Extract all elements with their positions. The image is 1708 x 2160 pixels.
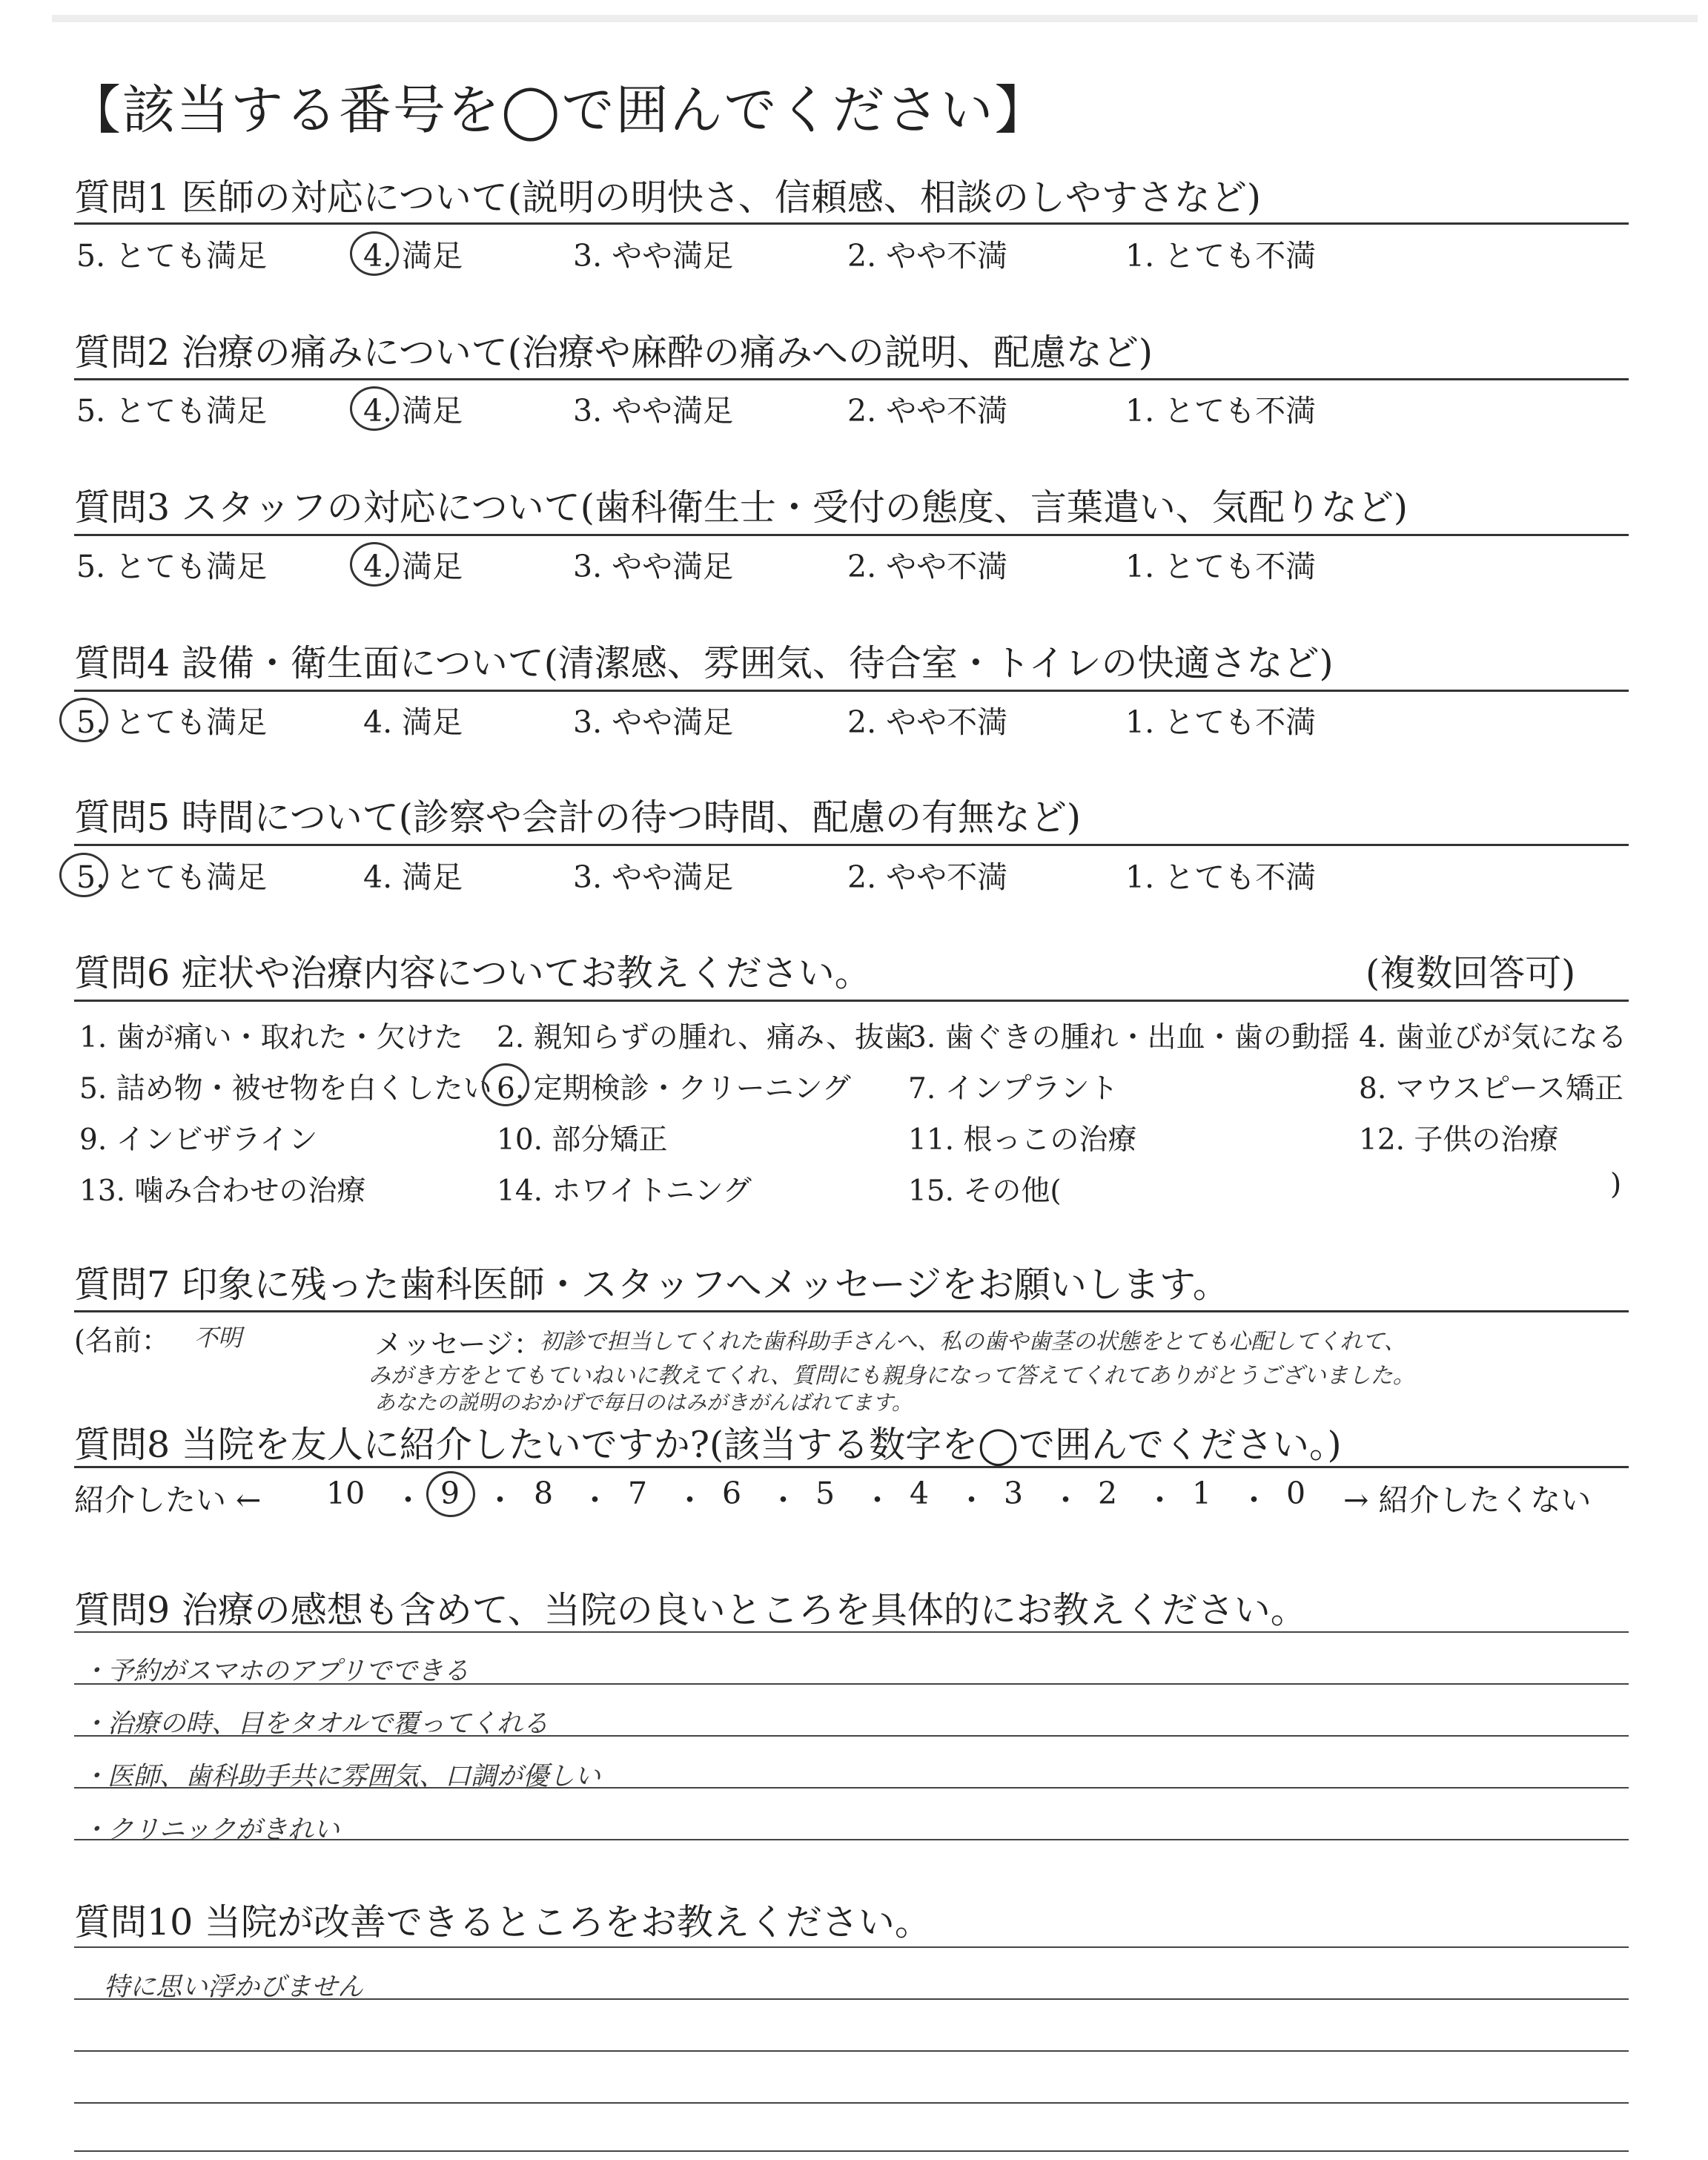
page-title: 【該当する番号を◯で囲んでください】 — [68, 79, 1049, 141]
selection-circle — [350, 231, 399, 276]
question-label: 質問7 印象に残った歯科医師・スタッフへメッセージをお願いします。 — [74, 1264, 1229, 1306]
question-rule — [74, 534, 1629, 536]
question-label: 質問2 治療の痛みについて(治療や麻酔の痛みへの説明、配慮など) — [74, 331, 1153, 374]
symptom-option-7[interactable]: 7. インプラント — [908, 1072, 1119, 1106]
message-line-3[interactable]: あなたの説明のおかげで毎日のはみがきがんばれてます。 — [374, 1390, 913, 1415]
option-3[interactable]: 3. やや満足 — [573, 859, 734, 895]
name-label: (名前： — [74, 1324, 170, 1357]
score-6[interactable]: 6 — [722, 1476, 742, 1511]
option-3[interactable]: 3. やや満足 — [573, 704, 734, 740]
symptom-option-3[interactable]: 3. 歯ぐきの腫れ・出血・歯の動揺 — [908, 1021, 1350, 1054]
option-4[interactable]: 4. 満足 — [363, 393, 463, 429]
option-2[interactable]: 2. やや不満 — [847, 704, 1008, 740]
answer-line — [74, 1631, 1629, 1633]
symptom-option-6[interactable]: 6. 定期検診・クリーニング — [497, 1072, 851, 1106]
option-2[interactable]: 2. やや不満 — [847, 549, 1008, 584]
score-separator: ・ — [1239, 1482, 1269, 1518]
option-5[interactable]: 5. とても満足 — [76, 238, 268, 274]
question-label: 質問10 当院が改善できるところをお教えください。 — [74, 1901, 931, 1943]
option-2[interactable]: 2. やや不満 — [847, 393, 1008, 429]
symptom-option-13[interactable]: 13. 噛み合わせの治療 — [79, 1175, 366, 1208]
symptom-option-14[interactable]: 14. ホワイトニング — [497, 1175, 752, 1208]
score-separator: ・ — [580, 1482, 610, 1518]
selection-circle — [482, 1063, 529, 1106]
symptom-option-11[interactable]: 11. 根っこの治療 — [908, 1123, 1137, 1157]
symptom-option-1[interactable]: 1. 歯が痛い・取れた・欠けた — [79, 1021, 463, 1054]
selection-circle — [350, 542, 399, 587]
recommend-left-label: 紹介したい ← — [74, 1482, 262, 1518]
question-rule — [74, 222, 1629, 225]
selection-circle — [59, 698, 108, 742]
question-label: 質問1 医師の対応について(説明の明快さ、信頼感、相談のしやすさなど) — [74, 176, 1262, 219]
score-separator: ・ — [485, 1482, 515, 1518]
option-5[interactable]: 5. とても満足 — [76, 549, 268, 584]
option-4[interactable]: 4. 満足 — [363, 238, 463, 274]
other-close-paren: ) — [1610, 1168, 1622, 1201]
question-rule — [74, 844, 1629, 846]
option-5[interactable]: 5. とても満足 — [76, 393, 268, 429]
question-label: 質問5 時間について(診察や会計の待つ時間、配慮の有無など) — [74, 796, 1082, 839]
question-label: 質問9 治療の感想も含めて、当院の良いところを具体的にお教えください。 — [74, 1589, 1307, 1631]
answer-line — [74, 1946, 1629, 1948]
selection-circle — [350, 386, 399, 431]
score-separator: ・ — [1145, 1482, 1175, 1518]
score-3[interactable]: 3 — [1004, 1476, 1024, 1511]
option-3[interactable]: 3. やや満足 — [573, 393, 734, 429]
option-3[interactable]: 3. やや満足 — [573, 238, 734, 274]
option-2[interactable]: 2. やや不満 — [847, 238, 1008, 274]
good-point-4[interactable]: ・クリニックがきれい — [82, 1815, 340, 1845]
improvement-answer[interactable]: 特に思い浮かびません — [104, 1972, 364, 2002]
multiple-answer-note: (複数回答可) — [1366, 952, 1576, 994]
option-4[interactable]: 4. 満足 — [363, 859, 463, 895]
score-4[interactable]: 4 — [910, 1476, 930, 1511]
symptom-option-15[interactable]: 15. その他( — [908, 1175, 1062, 1208]
option-4[interactable]: 4. 満足 — [363, 704, 463, 740]
option-5[interactable]: 5. とても満足 — [76, 859, 268, 895]
symptom-option-5[interactable]: 5. 詰め物・被せ物を白くしたい — [79, 1072, 492, 1106]
question-label: 質問6 症状や治療内容についてお教えください。 — [74, 952, 871, 994]
score-8[interactable]: 8 — [534, 1476, 554, 1511]
symptom-option-4[interactable]: 4. 歯並びが気になる — [1359, 1021, 1627, 1054]
question-rule — [74, 1310, 1629, 1312]
recommend-right-label: → 紹介したくない — [1343, 1482, 1592, 1518]
name-value[interactable]: 不明 — [194, 1324, 242, 1352]
score-separator: ・ — [862, 1482, 893, 1518]
option-2[interactable]: 2. やや不満 — [847, 859, 1008, 895]
question-label: 質問8 当院を友人に紹介したいですか?(該当する数字を◯で囲んでください。) — [74, 1424, 1342, 1466]
symptom-option-9[interactable]: 9. インビザライン — [79, 1123, 318, 1157]
score-1[interactable]: 1 — [1192, 1476, 1212, 1511]
question-label: 質問4 設備・衛生面について(清潔感、雰囲気、待合室・トイレの快適さなど) — [74, 642, 1334, 684]
score-10[interactable]: 10 — [326, 1476, 365, 1511]
selection-circle — [59, 853, 108, 897]
option-1[interactable]: 1. とても不満 — [1125, 704, 1317, 740]
question-rule — [74, 1466, 1629, 1468]
answer-line — [74, 2050, 1629, 2052]
option-1[interactable]: 1. とても不満 — [1125, 238, 1317, 274]
question-rule — [74, 378, 1629, 380]
answer-line — [74, 2102, 1629, 2104]
score-separator: ・ — [393, 1482, 423, 1518]
good-point-2[interactable]: ・治療の時、目をタオルで覆ってくれる — [82, 1709, 549, 1739]
score-separator: ・ — [675, 1482, 705, 1518]
option-1[interactable]: 1. とても不満 — [1125, 393, 1317, 429]
score-separator: ・ — [1050, 1482, 1081, 1518]
good-point-3[interactable]: ・医師、歯科助手共に雰囲気、口調が優しい — [82, 1762, 601, 1791]
symptom-option-10[interactable]: 10. 部分矯正 — [497, 1123, 668, 1157]
message-line-2[interactable]: みがき方をとてもていねいに教えてくれ、質問にも親身になって答えてくれてありがとうございました。 — [368, 1363, 1415, 1389]
score-separator: ・ — [956, 1482, 987, 1518]
question-rule — [74, 1000, 1629, 1002]
message-label: メッセージ： — [374, 1328, 542, 1361]
option-4[interactable]: 4. 満足 — [363, 549, 463, 584]
top-border — [52, 15, 1698, 22]
score-0[interactable]: 0 — [1286, 1476, 1306, 1511]
score-5[interactable]: 5 — [815, 1476, 835, 1511]
symptom-option-2[interactable]: 2. 親知らずの腫れ、痛み、抜歯 — [497, 1021, 913, 1054]
good-point-1[interactable]: ・予約がスマホのアプリでできる — [82, 1657, 469, 1686]
symptom-option-8[interactable]: 8. マウスピース矯正 — [1359, 1072, 1623, 1106]
score-2[interactable]: 2 — [1098, 1476, 1118, 1511]
symptom-option-12[interactable]: 12. 子供の治療 — [1359, 1123, 1559, 1157]
option-3[interactable]: 3. やや満足 — [573, 549, 734, 584]
message-line-1[interactable]: 初診で担当してくれた歯科助手さんへ、私の歯や歯茎の状態をとても心配してくれて、 — [540, 1329, 1406, 1355]
question-label: 質問3 スタッフの対応について(歯科衛生士・受付の態度、言葉遣い、気配りなど) — [74, 486, 1409, 529]
option-5[interactable]: 5. とても満足 — [76, 704, 268, 740]
selection-circle — [426, 1471, 475, 1517]
option-1[interactable]: 1. とても不満 — [1125, 859, 1317, 895]
score-7[interactable]: 7 — [628, 1476, 648, 1511]
option-1[interactable]: 1. とても不満 — [1125, 549, 1317, 584]
question-rule — [74, 690, 1629, 692]
score-9[interactable]: 9 — [440, 1476, 460, 1511]
answer-line — [74, 2150, 1629, 2152]
score-separator: ・ — [768, 1482, 798, 1518]
